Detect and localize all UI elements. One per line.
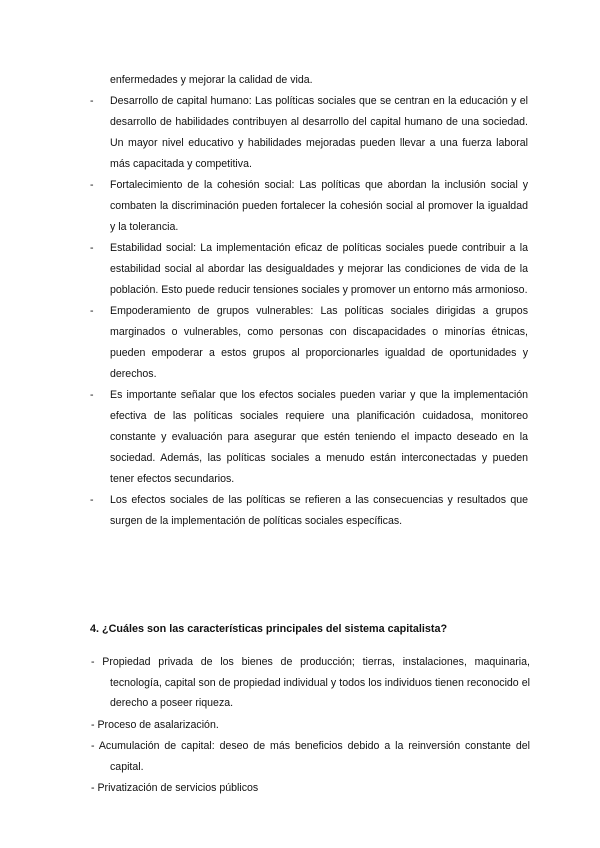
- list-item: - Acumulación de capital: deseo de más beneficios debido a la reinversión constante del capital.: [91, 740, 530, 773]
- bullet-dash: -: [90, 389, 94, 401]
- list-item-text: Empoderamiento de grupos vulnerables: Las políticas sociales dirigidas a grupos marginados o vulnerables, como personas con discapacidades o minorías étnicas, pueden empoderar a estos grupos al proporcionarles igualdad de oportunidades y derechos.: [110, 305, 528, 380]
- list-item: [0, 238, 528, 301]
- list-item: - Propiedad privada de los bienes de producción; tierras, instalaciones, maquinaria, tecnología, capital son de propiedad individual y todos los individuos tienen reconocido el derecho a poseer riqueza.: [91, 656, 530, 709]
- list-item-text: Estabilidad social: La implementación eficaz de políticas sociales puede contribuir a la estabilidad social al abordar las desigualdades y mejorar las condiciones de vida de la población. Esto puede reducir tensiones sociales y promover un entorno más armonioso.: [110, 242, 528, 296]
- bullet-dash: -: [90, 494, 94, 506]
- bullet-dash: -: [90, 242, 94, 254]
- section-heading: 4. ¿Cuáles son las características principales del sistema capitalista?: [90, 623, 448, 635]
- continuation-line: enfermedades y mejorar la calidad de vida.: [110, 74, 313, 86]
- bullet-dash: -: [90, 179, 94, 191]
- list-item: [0, 175, 528, 238]
- list-item: [0, 490, 528, 532]
- list-item-text: Fortalecimiento de la cohesión social: Las políticas que abordan la inclusión social y combaten la discriminación pueden fortalecer la cohesión social al promover la igualdad y la tolerancia.: [110, 179, 528, 233]
- social-effects-list: [0, 91, 600, 532]
- list-item: [0, 385, 528, 490]
- list-item: - Privatización de servicios públicos: [91, 782, 259, 794]
- list-item-text: Es importante señalar que los efectos sociales pueden variar y que la implementación efectiva de las políticas sociales requiere una planificación cuidadosa, monitoreo constante y evaluación para asegurar que estén teniendo el impacto deseado en la sociedad. Además, las políticas sociales a menudo están interconectadas y pueden tener efectos secundarios.: [110, 389, 528, 485]
- capitalism-features-list: [0, 652, 600, 800]
- list-item: [0, 91, 528, 175]
- bullet-dash: -: [90, 95, 94, 107]
- list-item: - Proceso de asalarización.: [91, 718, 219, 731]
- bullet-dash: -: [90, 305, 94, 317]
- list-item-text: Los efectos sociales de las políticas se refieren a las consecuencias y resultados que surgen de la implementación de políticas sociales específicas.: [110, 494, 528, 527]
- list-item: [0, 301, 528, 385]
- list-item-text: Desarrollo de capital humano: Las políticas sociales que se centran en la educación y el desarrollo de habilidades contribuyen al desarrollo del capital humano de una sociedad. Un mayor nivel educativo y habilidades mejoradas pueden llevar a una fuerza laboral más capacitada y competitiva.: [110, 95, 528, 170]
